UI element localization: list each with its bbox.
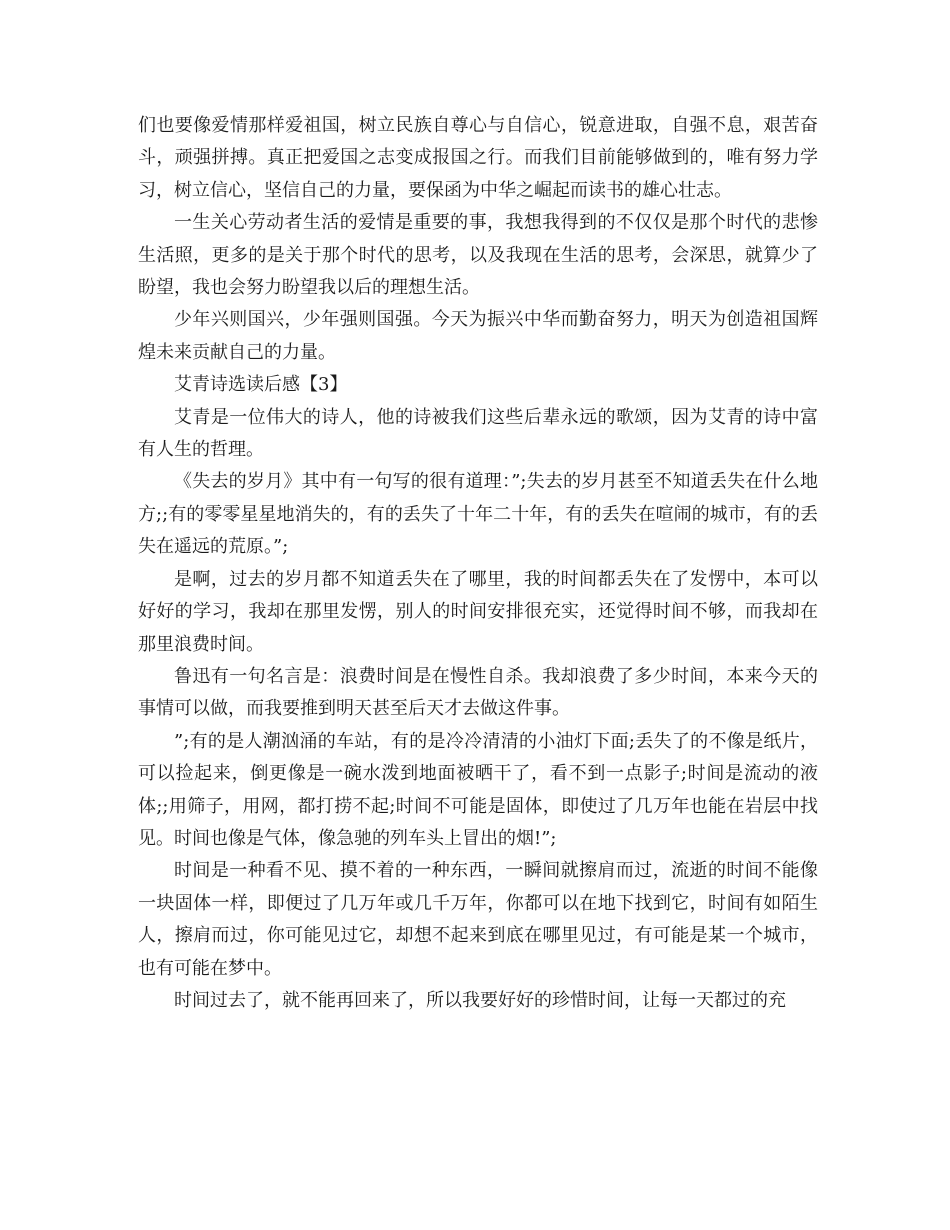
paragraph-3: 少年兴则国兴，少年强则国强。今天为振兴中华而勤奋努力，明天为创造祖国辉煌未来贡献自己的力量。 bbox=[138, 309, 818, 363]
paragraph-1: 们也要像爱情那样爱祖国，树立民族自尊心与自信心，锐意进取，自强不息，艰苦奋斗，顽强拼搏。真正把爱国之志变成报国之行。而我们目前能够做到的，唯有努力学习，树立信心，坚信自己的力量，要保函为中华之崛起而读书的雄心壮志。 bbox=[138, 115, 818, 201]
paragraph-7: 是啊，过去的岁月都不知道丢失在了哪里，我的时间都丢失在了发愣中，本可以好好的学习，我却在那里发愣，别人的时间安排很充实，还觉得时间不够，而我却在那里浪费时间。 bbox=[138, 568, 818, 655]
document-body bbox=[138, 110, 818, 1017]
paragraph-10: 时间是一种看不见、摸不着的一种东西，一瞬间就擦肩而过，流逝的时间不能像一块固体一样，即便过了几万年或几千万年，你都可以在地下找到它，时间有如陌生人，擦肩而过，你可能见过它，却想不起来到底在哪里见过，有可能是某一个城市，也有可能在梦中。 bbox=[138, 860, 818, 979]
paragraph-9: ”;有的是人潮汹涌的车站，有的是冷冷清清的小油灯下面;丢失了的不像是纸片，可以捡起来，倒更像是一碗水泼到地面被晒干了，看不到一点影子;时间是流动的液体;;用筛子，用网，都打捞不起;时间不可能是固体，即使过了几万年也能在岩层中找见。时间也像是气体，像急驰的列车头上冒出的烟!”; bbox=[138, 730, 818, 849]
paragraph-8: 鲁迅有一句名言是：浪费时间是在慢性自杀。我却浪费了多少时间，本来今天的事情可以做，而我要推到明天甚至后天才去做这件事。 bbox=[138, 665, 818, 720]
paragraph-2: 一生关心劳动者生活的爱情是重要的事，我想我得到的不仅仅是那个时代的悲惨生活照，更多的是关于那个时代的思考，以及我现在生活的思考，会深思，就算少了盼望，我也会努力盼望我以后的理想生活。 bbox=[138, 212, 818, 299]
paragraph-5: 艾青是一位伟大的诗人，他的诗被我们这些后辈永远的歌颂，因为艾青的诗中富有人生的哲理。 bbox=[138, 406, 818, 461]
section-heading: 艾青诗选读后感【3】 bbox=[174, 374, 348, 396]
paragraph-6: 《失去的岁月》其中有一句写的很有道理：”;失去的岁月甚至不知道丢失在什么地方;;有的零零星星地消失的，有的丢失了十年二十年，有的丢失在喧闹的城市，有的丢失在遥远的荒原。”; bbox=[138, 471, 818, 558]
paragraph-11: 时间过去了，就不能再回来了，所以我要好好的珍惜时间，让每一天都过的充 bbox=[174, 989, 786, 1011]
